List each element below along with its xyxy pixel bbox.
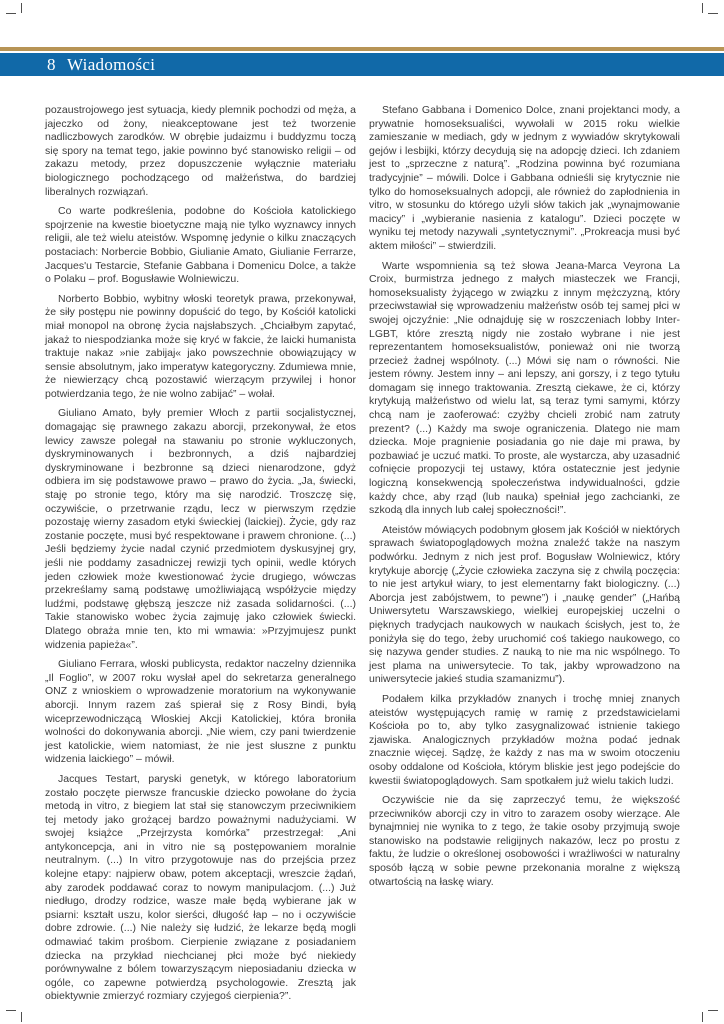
- paragraph: Norberto Bobbio, wybitny włoski teoretyk prawa, przekonywał, że siły postępu nie powinny dopuścić do tego, by Kościół katolicki miał monopol na obronę życia najsłabszych. „Chciałbym zapytać, jakaż to niespodzianka może się kryć w fakcie, że laicki humanista traktuje nakaz »nie zabijaj« jako powszechnie obowiązujący w sensie absolutnym, jako imperatyw kategoryczny. Zdumiewa mnie, że niewierzący chcą pozostawić wierzącym przywilej i honor potwierdzania tego, że nie wolno zabijać” – wołał.: [45, 292, 356, 400]
- page-header: [0, 53, 724, 76]
- section-title: Wiadomości: [67, 54, 156, 74]
- paragraph: Co warte podkreślenia, podobne do Kościoła katolickiego spojrzenie na kwestie bioetyczne mają nie tylko wyznawcy innych religii, ale też wielu ateistów. Wspomnę jedynie o kilku znaczących postaciach: Norbercie Bobbio, Giulianie Amato, Giulianie Ferrarze, Jacques'u Testarcie, Stefanie Gabbana i Domenicu Dolce, a także o Polaku – prof. Bogusławie Wolniewiczu.: [45, 205, 356, 286]
- left-column: [45, 104, 356, 1010]
- crop-mark-bottom-right-horizontal: [708, 1010, 718, 1011]
- paragraph: Podałem kilka przykładów znanych i trochę mniej znanych ateistów występujących ramię w ramię z przedstawicielami Kościoła po to, aby tylko zasygnalizować istnienie takiego zjawiska. Analogicznych przykładów można podać jednak znacznie więcej. Sądzę, że każdy z nas ma w swoim otoczeniu osoby oddalone od Kościoła, którym bliskie jest jego podejście do kwestii światopoglądowych. Sam spotkałem już wielu takich ludzi.: [369, 692, 680, 787]
- article-body: [45, 104, 680, 1010]
- crop-mark-top-right-vertical: [702, 3, 703, 13]
- crop-mark-top-left-vertical: [21, 3, 22, 13]
- paragraph: Giuliano Ferrara, włoski publicysta, redaktor naczelny dziennika „Il Foglio”, w 2007 roku wysłał apel do sekretarza generalnego ONZ z wnioskiem o wprowadzenie moratorium na wykonywanie aborcji. Innym razem zaś spierał się z Rosy Bindi, byłą wiceprzewodniczącą Włoskiej Akcji Katolickiej, która broniła wolności do dokonywania aborcji. „Nie wiem, czy pani twierdzenie jest katolickie, wiem natomiast, że nie jest słuszne z punktu widzenia laickiego” – mówił.: [45, 658, 356, 766]
- crop-mark-top-left-horizontal: [6, 13, 16, 14]
- crop-mark-bottom-left-horizontal: [6, 1010, 16, 1011]
- paragraph: Giuliano Amato, były premier Włoch z partii socjalistycznej, domagając się prawnego zakazu aborcji, przekonywał, że etos lewicy zawsze polegał na stawaniu po stronie wykluczonych, dyskryminowanych i bezbronnych, a dziś najbardziej dyskryminowane i bezbronne są dzieci nienarodzone, gdyż odbiera im się podstawowe prawo – prawo do życia. „Ja, świecki, staję po stronie tego, który ma się narodzić. Troszczę się, oczywiście, o przetrwanie rządu, lecz w pierwszym rzędzie pozostaję wierny zasadom etyki świeckiej (laickiej). Życie, gdy raz zostanie poczęte, musi być respektowane i prawem chronione. (...) Jeśli będziemy życie nadal czynić przedmiotem dyskusyjnej gry, jeśli nie poddamy zasadniczej rewizji tych opinii, wedle których jeden człowiek może kwestionować życie drugiego, wówczas przekreślamy samą podstawę umożliwiającą współżycie między ludźmi, podstawę głębszą jeszcze niż zasada solidarności. (...) Takie stanowisko wobec życia zajmuję jako człowiek świecki. Dlatego obraża mnie ten, kto mi wmawia: »Przyjmujesz punkt widzenia papieża«”.: [45, 407, 356, 651]
- paragraph: Warte wspomnienia są też słowa Jeana-Marca Veyrona La Croix, burmistrza jednego z małych miasteczek we Francji, homoseksualisty żyjącego w związku z innym mężczyzną, który przeciwstawiał się wprowadzeniu małżeństw osób tej samej płci w swojej ojczyźnie: „Nie odnajduję się w roszczeniach lobby Inter-LGBT, które zresztą nigdy nie zostało wybrane i nie jest reprezentantem homoseksualistów, ponieważ oni nie tworzą przecież żadnej wspólnoty. (...) Mówi się nam o równości. Nie jestem równy. Jestem inny – ani lepszy, ani gorszy, i z tego tytułu domagam się innego traktowania. Zresztą ciekawe, że ci, którzy krytykują małżeństwo od wielu lat, są teraz tymi samymi, którzy chcą nam je zaoferować: czyżby chcieli zrobić nam zatruty prezent? (...) Każdy ma swoje ograniczenia. Dlatego nie mam dziecka. Moje pragnienie posiadania go nie daje mi prawa, by pozbawiać je uczuć matki. To proste, ale wystarcza, aby uzasadnić cofnięcie propozycji tej ustawy, która ostatecznie jest jedynie logiczną konsekwencją społeczeństwa indywidualności, gdzie każdy chce, aby rząd (lub nauka) spełniał jego zachcianki, ze szkodą dla innych lub całej społeczności!”.: [369, 259, 680, 517]
- crop-mark-top-right-horizontal: [708, 13, 718, 14]
- paragraph: Jacques Testart, paryski genetyk, w którego laboratorium zostało poczęte pierwsze francuskie dziecko powołane do życia metodą in vitro, z biegiem lat stał się stanowczym przeciwnikiem tej metody jako grożącej bardzo poważnymi nadużyciami. W swojej książce „Przejrzysta komórka” przestrzegał: „Ani antykoncepcja, ani in vitro nie są postępowaniem moralnie neutralnym. (...) In vitro przygotowuje nas do przejścia przez kolejne etapy: najpierw obaw, potem akceptacji, wreszcie żądań, aby zarodek poddawać coraz to nowym manipulacjom. (...) Już niedługo, drodzy rodzice, wasze małe będą wybierane jak w psiarni: kształt uszu, kolor sierści, długość łap – no i oczywiście dobre zdrowie. (...) Nie należy się łudzić, że lekarze będą mogli odmawiać takim prośbom. Cierpienie związane z posiadaniem dziecka na przykład niechcianej płci może być niekiedy porównywalne z bólem towarzyszącym nieposiadaniu dziecka w ogóle, co zapewne potwierdzą psychologowie. Zresztą jak obiektywnie zmierzyć rozmiary czyjegoś cierpienia?”.: [45, 772, 356, 1003]
- gold-rule: [0, 47, 724, 51]
- crop-mark-bottom-left-vertical: [21, 1012, 22, 1022]
- paragraph: Stefano Gabbana i Domenico Dolce, znani projektanci mody, a prywatnie homoseksualiści, wywołali w 2015 roku wielkie zamieszanie w mediach, gdy w jednym z wywiadów skrytykowali gejów i lesbijki, którzy decydują się na adopcję dzieci. Ich zdaniem jest to „sprzeczne z naturą”. „Rodzina powinna być rozumiana tradycyjnie” – mówili. Dolce i Gabbana odnieśli się krytycznie nie tylko do homoseksualnych adopcji, ale również do zapłodnienia in vitro, w stosunku do którego użyli słów takich jak „wynajmowanie macicy” i „wybieranie nasienia z katalogu”. Dzieci poczęte w wyniku tej metody nazywali „syntetycznymi”. „Prokreacja musi być aktem miłości” – stwierdzili.: [369, 104, 680, 252]
- paragraph: Ateistów mówiących podobnym głosem jak Kościół w niektórych sprawach światopoglądowych można znaleźć także na naszym podwórku. Jednym z nich jest prof. Bogusław Wolniewicz, który krytykuje aborcję („Życie człowieka zaczyna się z chwilą poczęcia: to nie jest artykuł wiary, to jest elementarny fakt biologiczny. (...) Aborcja jest zabójstwem, to pewne”) i „naukę gender” („Hańbą Uniwersytetu Warszawskiego, wielkiej europejskiej uczelni o pięknych tradycjach naukowych w naukach ścisłych, jest to, że poniżyła się do tego, żeby uruchomić coś takiego naukowego, co się nazywa gender studies. Z nauką to nie ma nic wspólnego. To jest plama na uniwersytecie. To tak, jakby wprowadzono na uniwersytecie jakieś studia szamanizmu”).: [369, 523, 680, 686]
- paragraph: pozaustrojowego jest sytuacja, kiedy plemnik pochodzi od męża, a jajeczko od żony, nieakceptowane jest też tworzenie nadliczbowych zarodków. W obrębie judaizmu i buddyzmu toczą się spory na temat tego, jakie powinno być stanowisko religii – od zakazu metody, przez dopuszczenie wyłącznie materiału biologicznego pochodzącego od małżeństwa, do bardziej liberalnych rozwiązań.: [45, 104, 356, 198]
- paragraph: Oczywiście nie da się zaprzeczyć temu, że większość przeciwników aborcji czy in vitro to zarazem osoby wierzące. Ale bynajmniej nie wynika to z tego, że takie osoby przyjmują swoje stanowisko na podstawie religijnych nakazów, lecz po prostu z faktu, że ludzie o określonej osobowości i wrażliwości w naturalny sposób łączą w sobie pewne przekonania moralne z większą otwartością na łaskę wiary.: [369, 794, 680, 888]
- right-column: [369, 104, 680, 1010]
- crop-mark-bottom-right-vertical: [702, 1012, 703, 1022]
- page-number: 8: [47, 54, 56, 74]
